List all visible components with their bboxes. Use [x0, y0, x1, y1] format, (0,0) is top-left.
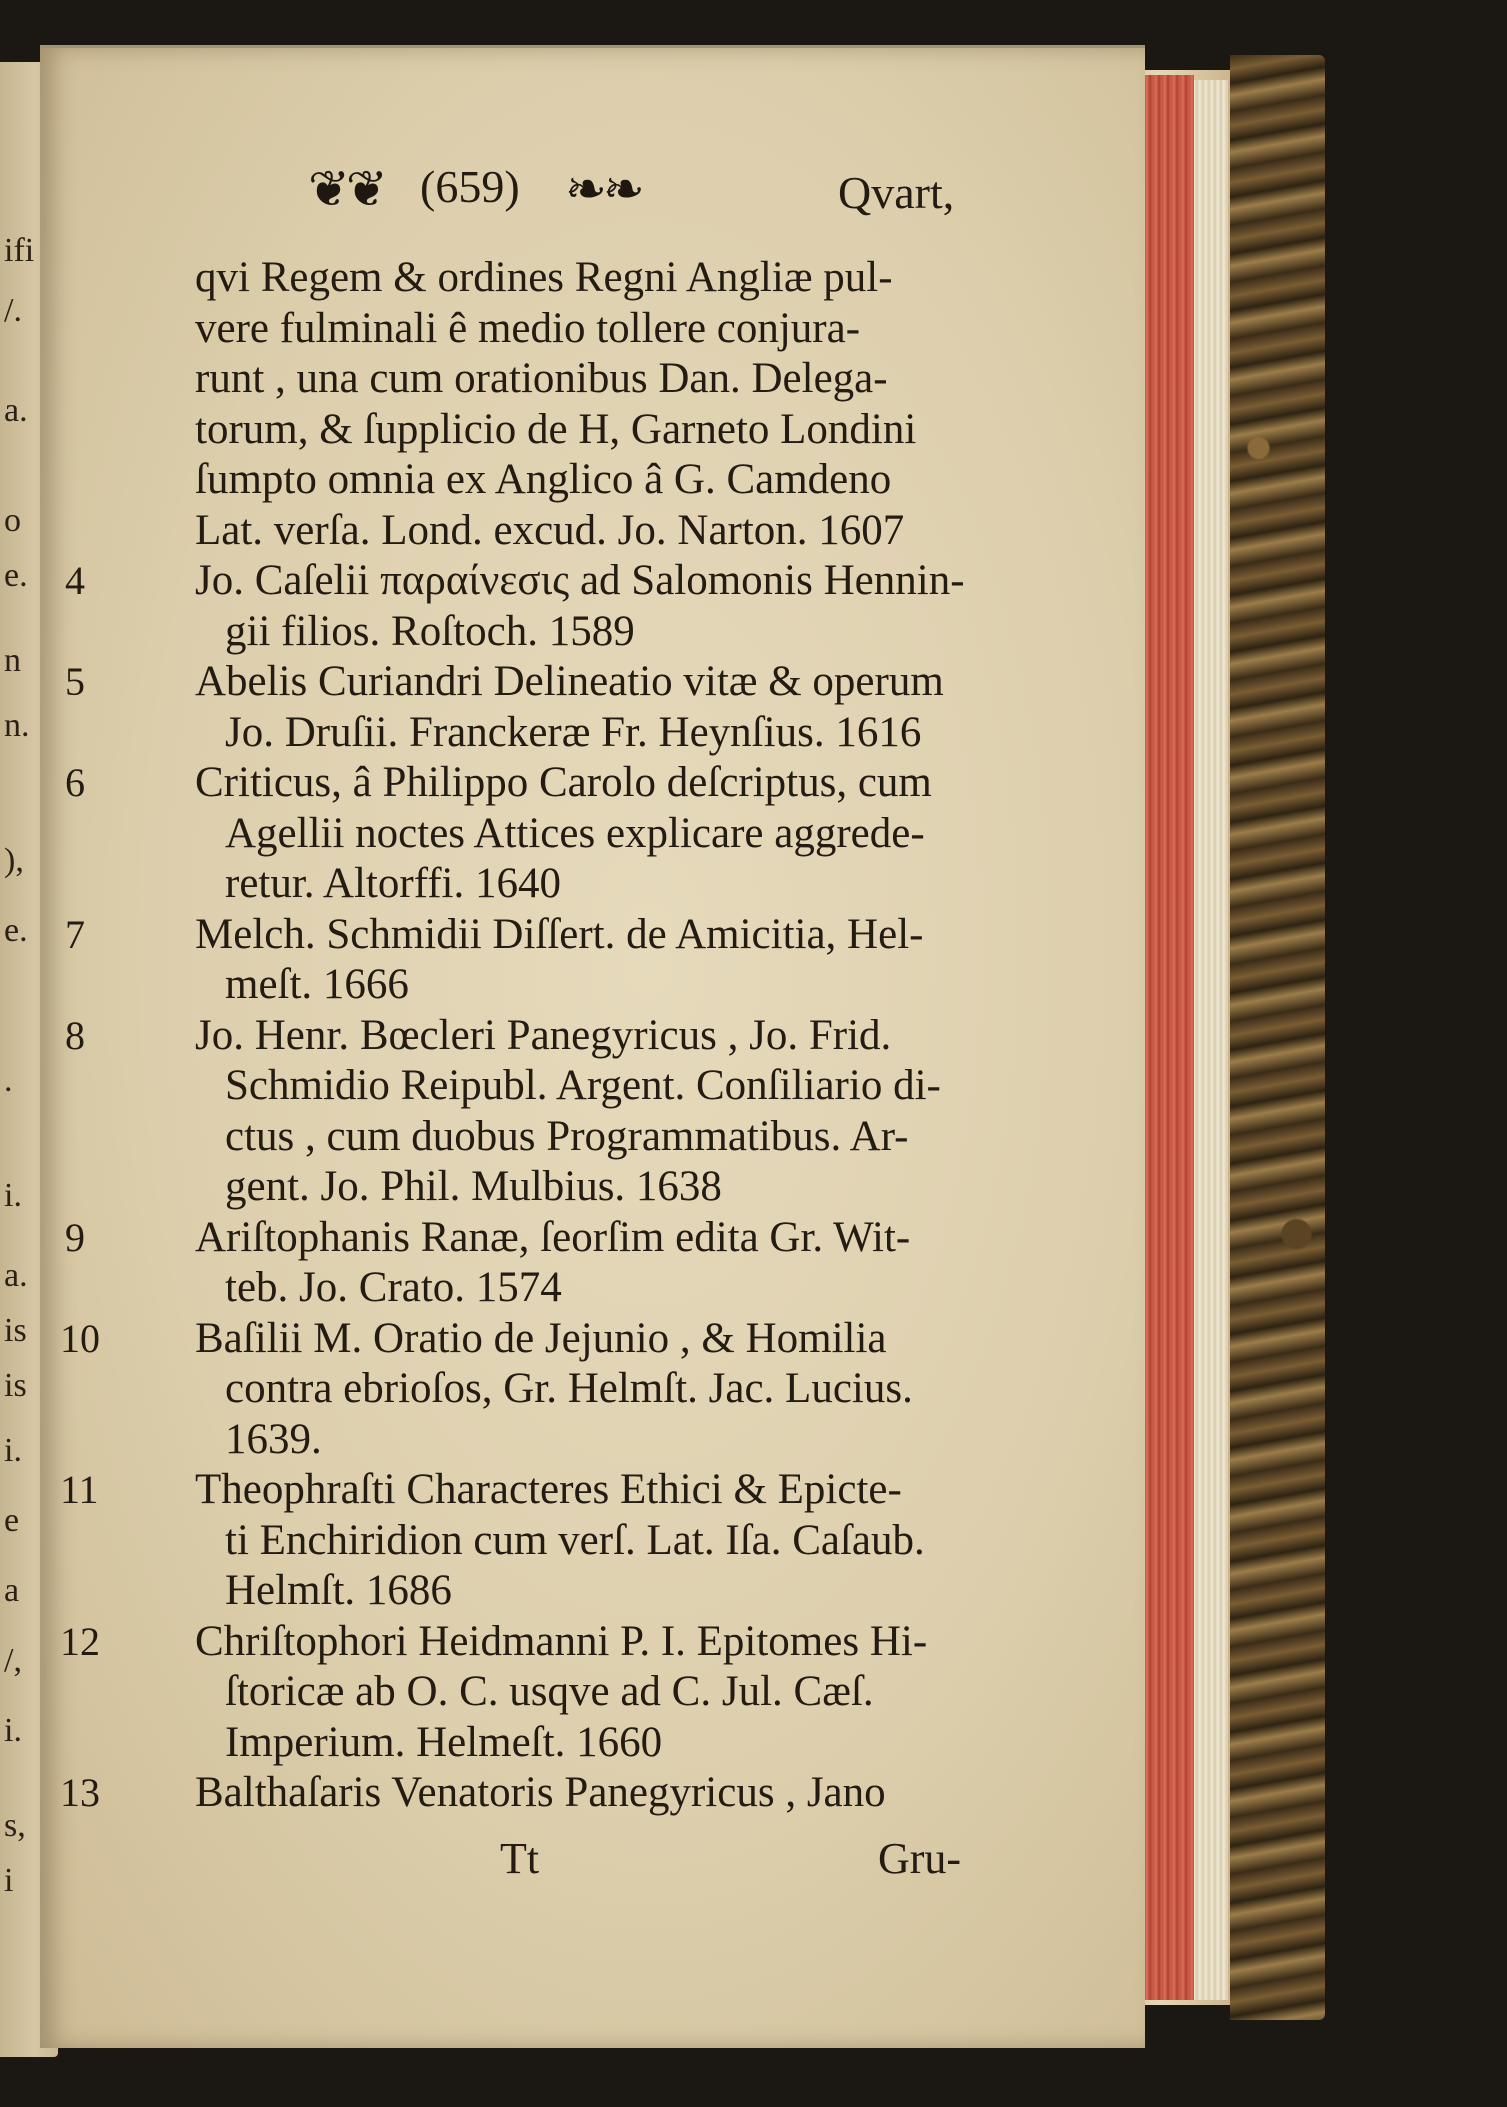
entry-line: vere fulminali ê medio tollere conjura-: [195, 304, 861, 352]
entry-number: 9: [65, 1214, 85, 1260]
entry-line: Chriſtophori Heidmanni P. I. Epitomes Hi-: [195, 1617, 928, 1665]
left-page-fragment: e.: [4, 557, 28, 594]
entry-line: Schmidio Reipubl. Argent. Conſiliario di-: [225, 1062, 941, 1109]
entry-number: 4: [65, 558, 85, 603]
entry-line: Lat. verſa. Lond. excud. Jo. Narton. 1607: [195, 506, 905, 554]
entry-line: Helmſt. 1686: [225, 1567, 452, 1614]
entry-line: ſtoricæ ab O. C. usqve ad C. Jul. Cæſ.: [225, 1668, 874, 1715]
left-ornament-icon: ❦❦: [308, 160, 384, 218]
right-ornament-icon: ❧❧: [565, 160, 641, 218]
left-page-fragment: n.: [4, 707, 30, 744]
entry-line: qvi Regem & ordines Regni Angliæ pul-: [195, 254, 893, 301]
entry-line: Agellii noctes Attices explicare aggrede-: [225, 809, 925, 857]
left-page-fragment: i.: [4, 1712, 22, 1749]
entry-line: Jo. Druſii. Franckeræ Fr. Heynſius. 1616: [225, 708, 922, 756]
left-page-fragment: a.: [4, 1257, 28, 1294]
entry-number: 8: [65, 1012, 85, 1058]
entry-line: teb. Jo. Crato. 1574: [225, 1264, 562, 1311]
entry-line: Abelis Curiandri Delineatio vitæ & operum: [195, 658, 944, 705]
entry-line: contra ebrioſos, Gr. Helmſt. Jac. Lucius.: [225, 1365, 913, 1412]
entry-number: 12: [60, 1618, 100, 1664]
left-page-fragment: i.: [4, 1432, 22, 1469]
entry-line: meſt. 1666: [225, 961, 409, 1008]
left-page-fragment: i.: [4, 1177, 22, 1214]
left-page-fragment: is: [4, 1367, 27, 1404]
left-page-fragment: e: [4, 1502, 20, 1539]
white-page-edge: [1194, 80, 1228, 2000]
left-page-fragment: is: [4, 1312, 27, 1349]
left-page-fragment: ifi: [4, 232, 35, 269]
entry-number: 7: [65, 911, 85, 957]
entry-number: 11: [60, 1467, 99, 1512]
entry-number: 5: [65, 659, 85, 704]
entry-number: 13: [60, 1770, 100, 1815]
entry-line: ti Enchiridion cum verſ. Lat. Iſa. Caſaub.: [225, 1516, 925, 1564]
entry-line: Ariſtophanis Ranæ, ſeorſim edita Gr. Wit-: [195, 1213, 911, 1261]
entry-line: Theophraſti Characteres Ethici & Epicte-: [195, 1466, 902, 1513]
left-page-fragment: .: [4, 1062, 13, 1099]
entry-line: ctus , cum duobus Programmatibus. Ar-: [225, 1112, 909, 1160]
entry-line: Criticus, â Philippo Carolo deſcriptus, cum: [195, 759, 932, 806]
left-page-fragment: /.: [4, 292, 22, 329]
section-label: Qvart,: [838, 167, 955, 218]
signature-mark: Tt: [500, 1834, 540, 1883]
entry-line: Baſilii M. Oratio de Jejunio , & Homilia: [195, 1314, 887, 1362]
left-page-fragment: o: [4, 502, 21, 539]
entry-line: gii filios. Roſtoch. 1589: [225, 607, 635, 655]
left-page-fragment: n: [4, 642, 21, 679]
left-page-fragment: ),: [4, 842, 24, 879]
left-page-fragment: e.: [4, 912, 28, 949]
entry-line: gent. Jo. Phil. Mulbius. 1638: [225, 1163, 722, 1210]
book-page: [40, 45, 1145, 2048]
left-page-fragment: i: [4, 1862, 14, 1899]
entry-number: 10: [60, 1315, 100, 1361]
entry-line: retur. Altorffi. 1640: [225, 860, 562, 907]
left-page-fragment: a.: [4, 392, 28, 429]
left-page-fragment: a: [4, 1572, 20, 1609]
entry-number: 6: [65, 760, 85, 805]
entry-line: ſumpto omnia ex Anglico â G. Camdeno: [195, 456, 892, 503]
entry-line: Melch. Schmidii Diſſert. de Amicitia, Hel-: [195, 910, 924, 958]
red-page-edge: [1144, 75, 1194, 2000]
entry-line: Balthaſaris Venatoris Panegyricus , Jano: [195, 1769, 886, 1816]
entry-line: torum, & ſupplicio de H, Garneto Londini: [195, 405, 917, 453]
left-page-fragment: /,: [4, 1642, 22, 1679]
entry-line: Jo. Caſelii παραίνεσις ad Salomonis Hennin-: [195, 557, 965, 604]
entry-line: Imperium. Helmeſt. 1660: [225, 1718, 663, 1766]
left-page-fragment: s,: [4, 1807, 26, 1844]
entry-line: Jo. Henr. Bœcleri Panegyricus , Jo. Frid.: [195, 1011, 892, 1059]
marbled-cover: [1230, 55, 1325, 2020]
page-number: (659): [420, 161, 520, 212]
entry-line: runt , una cum orationibus Dan. Delega-: [195, 355, 888, 402]
entry-line: 1639.: [225, 1415, 322, 1463]
catchword: Gru-: [878, 1834, 962, 1883]
